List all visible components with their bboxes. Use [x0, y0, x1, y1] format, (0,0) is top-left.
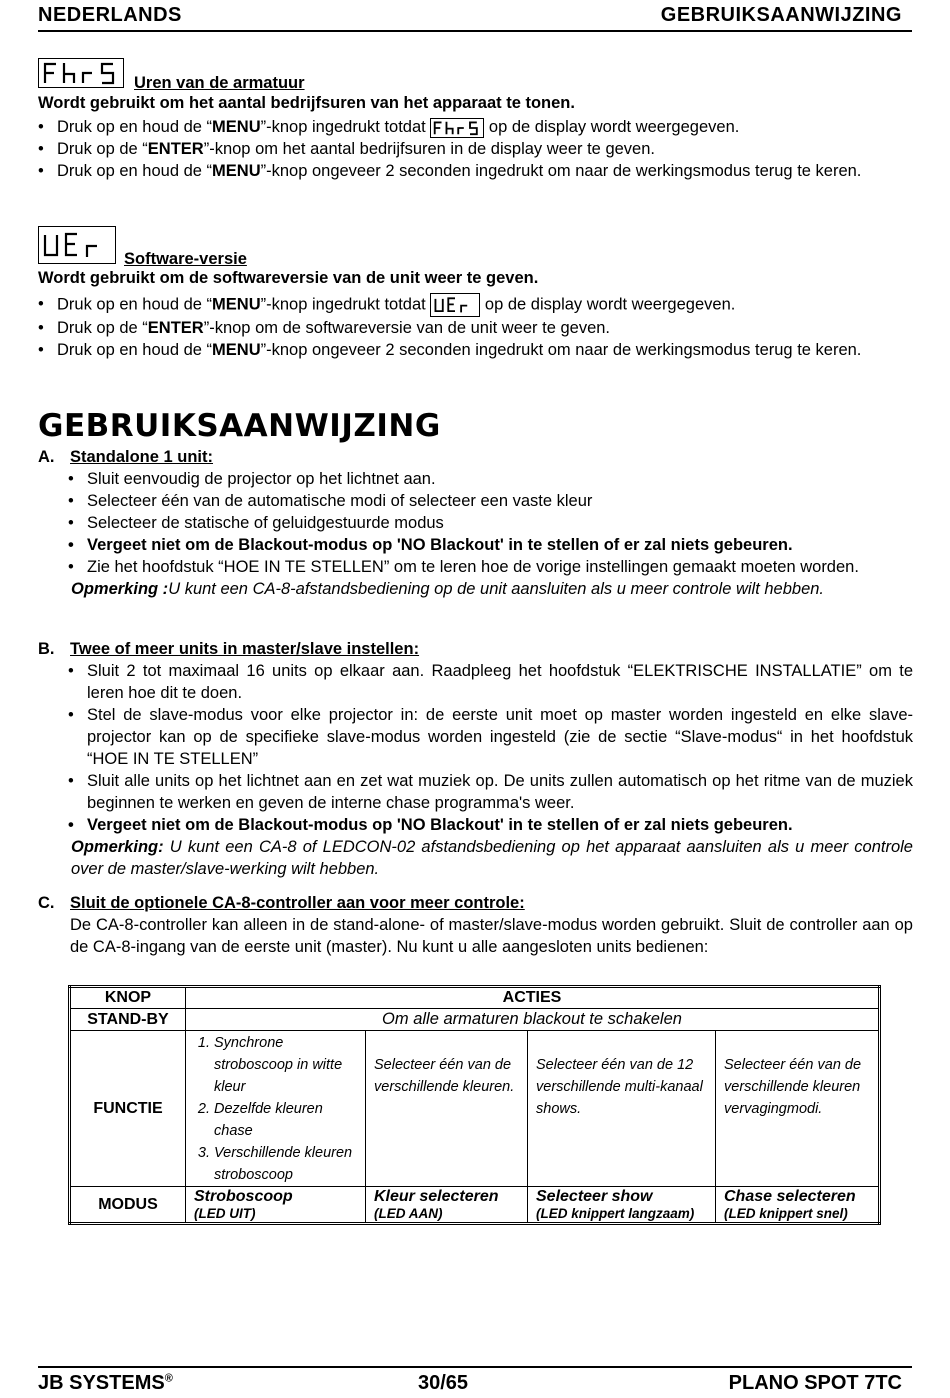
section-b-list	[68, 660, 913, 836]
functie-list-cell	[186, 1031, 366, 1187]
functie-colours: Selecteer één van de verschillende kleuren.	[366, 1031, 528, 1187]
section-c-letter: C.	[38, 894, 55, 912]
functie-shows: Selecteer één van de 12 verschillende multi-kanaal shows.	[528, 1031, 716, 1187]
table-header-row	[70, 987, 880, 1009]
section-a-title: Standalone 1 unit:	[70, 448, 214, 466]
list-item: • Druk op en houd de “MENU”-knop ingedrukt totdat op de display wordt weergegeven.	[38, 116, 918, 138]
section-a-list	[68, 468, 913, 578]
table-row	[70, 1031, 880, 1187]
table-row	[70, 1009, 880, 1031]
list-item: • Sluit 2 tot maximaal 16 units op elkaar aan. Raadpleeg het hoofdstuk “ELEKTRISCHE INSTALLATIE” om te leren hoe dit te doen.	[68, 660, 913, 704]
list-item: • Druk op en houd de “MENU”-knop ongeveer 2 seconden ingedrukt om naar de werkingsmodus terug te keren.	[38, 339, 918, 361]
list-item: • Sluit alle units op het lichtnet aan en zet wat muziek op. De units zullen automatisch op het ritme van de muziek beginnen te werken en geven de interne chase programma's weer.	[68, 770, 913, 814]
section-b-title: Twee of meer units in master/slave instellen:	[70, 640, 420, 658]
page-header	[38, 4, 912, 32]
modus-cell: Selecteer show (LED knippert langzaam)	[528, 1187, 716, 1224]
hours-steps	[38, 116, 918, 182]
lcd-fhrs-small-icon	[430, 118, 484, 138]
section-b	[38, 638, 913, 880]
list-item: • Druk op en houd de “MENU”-knop ongeveer 2 seconden ingedrukt om naar de werkingsmodus terug te keren.	[38, 160, 918, 182]
list-item: • Druk op de “ENTER”-knop om de softwareversie van de unit weer te geven.	[38, 317, 918, 339]
software-steps	[38, 293, 918, 361]
footer-page-number: 30/65	[418, 1372, 469, 1394]
list-item: 2. Dezelfde kleuren chase	[214, 1098, 357, 1142]
list-item: • Vergeet niet om de Blackout-modus op 'NO Blackout' in te stellen of er zal niets gebeuren.	[68, 814, 913, 836]
software-title: Software-versie	[124, 250, 247, 268]
list-item: • Druk op en houd de “MENU”-knop ingedrukt totdat op de display wordt weergegeven.	[38, 293, 918, 317]
modus-label: MODUS	[70, 1187, 186, 1224]
list-item: • Sluit eenvoudig de projector op het lichtnet aan.	[68, 468, 913, 490]
lcd-uer-icon	[38, 226, 116, 264]
list-item: • Zie het hoofdstuk “HOE IN TE STELLEN” om te leren hoe de vorige instellingen gemaakt moeten worden.	[68, 556, 913, 578]
list-item: 1. Synchrone stroboscoop in witte kleur	[214, 1032, 357, 1098]
header-knop: KNOP	[70, 987, 186, 1009]
list-item: • Selecteer de statische of geluidgestuurde modus	[68, 512, 913, 534]
software-intro: Wordt gebruikt om de softwareversie van de unit weer te geven.	[38, 269, 539, 287]
standby-text: Om alle armaturen blackout te schakelen	[186, 1009, 880, 1031]
hours-title: Uren van de armatuur	[134, 74, 305, 92]
lcd-uer-small-icon	[430, 293, 480, 317]
footer-brand: JB SYSTEMS®	[38, 1372, 173, 1394]
section-a	[38, 446, 913, 600]
modus-cell: Stroboscoop (LED UIT)	[186, 1187, 366, 1224]
header-acties: ACTIES	[186, 987, 880, 1009]
functie-fade: Selecteer één van de verschillende kleuren vervagingmodi.	[716, 1031, 880, 1187]
section-c-text: De CA-8-controller kan alleen in de stand-alone- of master/slave-modus worden gebruikt. Sluit de controller aan op de CA-8-ingang van de eerste unit (master). Nu kunt u alle aangesloten units bedienen:	[70, 916, 913, 956]
table-row	[70, 1187, 880, 1224]
section-b-letter: B.	[38, 640, 55, 658]
section-a-note: Opmerking :U kunt een CA-8-afstandsbediening op de unit aansluiten als u meer controle wilt hebben.	[71, 580, 825, 598]
page-footer	[38, 1366, 912, 1398]
hours-section	[38, 58, 918, 182]
standby-label: STAND-BY	[70, 1009, 186, 1031]
section-c-title: Sluit de optionele CA-8-controller aan voor meer controle:	[70, 894, 525, 912]
list-item: • Vergeet niet om de Blackout-modus op 'NO Blackout' in te stellen of er zal niets gebeuren.	[68, 534, 913, 556]
hours-intro: Wordt gebruikt om het aantal bedrijfsuren van het apparaat te tonen.	[38, 94, 575, 112]
modus-cell: Kleur selecteren (LED AAN)	[366, 1187, 528, 1224]
header-language: NEDERLANDS	[38, 4, 182, 26]
list-item: • Stel de slave-modus voor elke projector in: de eerste unit moet op master worden ingesteld en elke slave-projector kan op de specifieke slave-modus worden ingesteld (zie de sectie “Slave-modus“ in het hoofdstuk “HOE IN TE STELLEN”	[68, 704, 913, 770]
modus-cell: Chase selecteren (LED knippert snel)	[716, 1187, 880, 1224]
functie-label: FUNCTIE	[70, 1031, 186, 1187]
footer-model: PLANO SPOT 7TC	[728, 1372, 902, 1394]
header-title: GEBRUIKSAANWIJZING	[660, 4, 902, 26]
software-section	[38, 226, 918, 361]
section-c	[38, 892, 913, 958]
lcd-fhrs-icon	[38, 58, 124, 88]
main-title: GEBRUIKSAANWIJZING	[38, 408, 441, 444]
list-item: • Selecteer één van de automatische modi of selecteer een vaste kleur	[68, 490, 913, 512]
list-item: • Druk op de “ENTER”-knop om het aantal bedrijfsuren in de display weer te geven.	[38, 138, 918, 160]
section-a-letter: A.	[38, 448, 55, 466]
section-b-note: Opmerking: U kunt een CA-8 of LEDCON-02 afstandsbediening op het apparaat aansluiten als u meer controle over de master/slave-werking wilt hebben.	[71, 838, 913, 878]
list-item: 3. Verschillende kleuren stroboscoop	[214, 1142, 357, 1186]
actions-table	[68, 985, 881, 1225]
